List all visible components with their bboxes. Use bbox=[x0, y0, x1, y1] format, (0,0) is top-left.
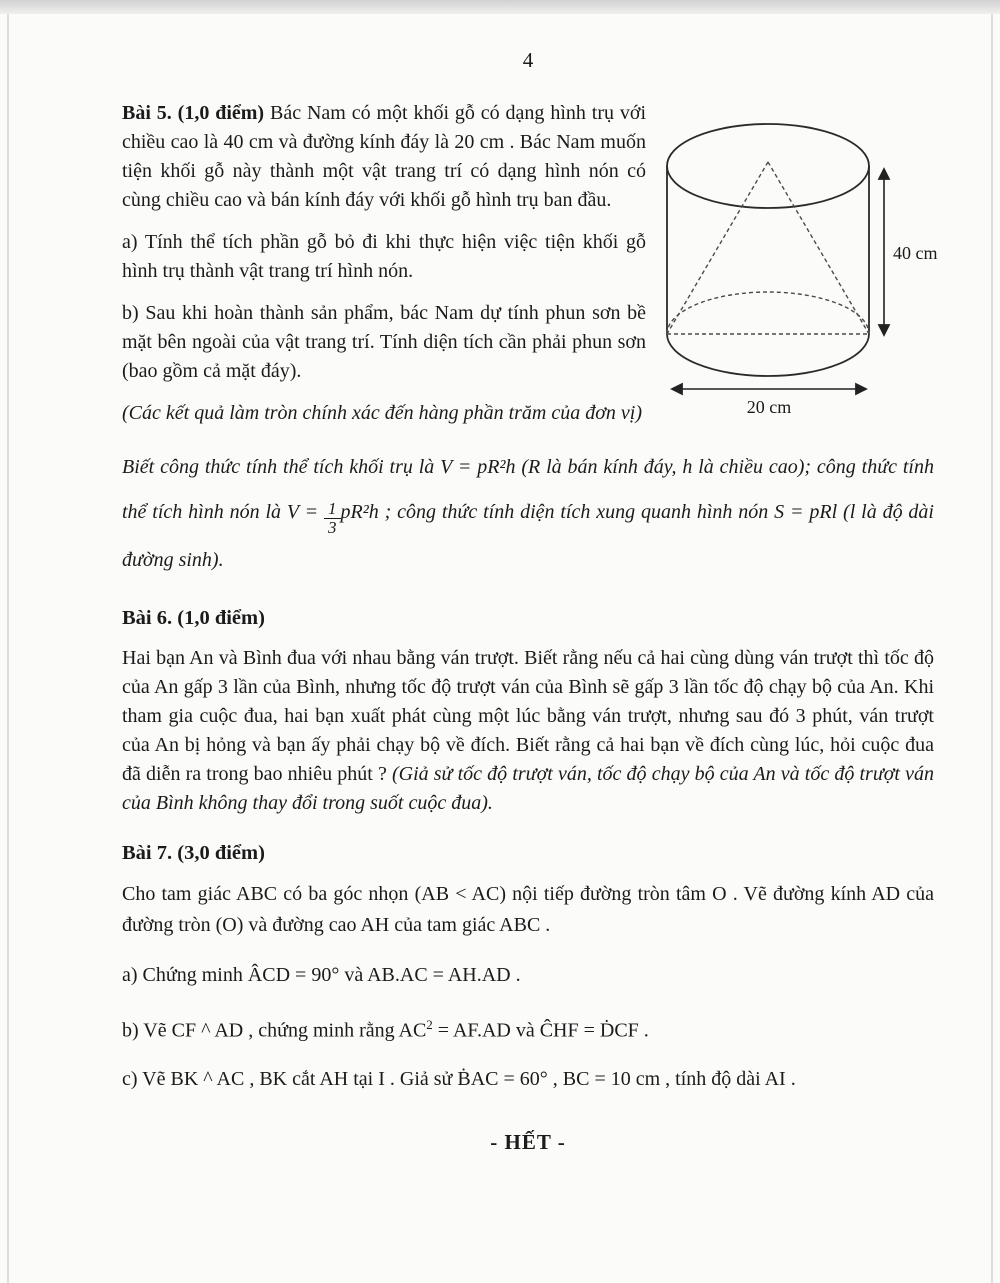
problem-5-formula-note: Biết công thức tính thể tích khối trụ là V = pR²h (R là bán kính đáy, h là chiều cao); công thức tính thể tích hình nón là V = $\frac{1}{3}$ pR²h ; công thức tính diện tích xung quanh hình nón S = pRl (l là độ dài đường sinh). bbox=[122, 456, 934, 571]
scan-top-edge bbox=[0, 0, 1000, 14]
scan-right-edge bbox=[991, 14, 993, 1283]
one-third-fraction: $\frac{1}{3}$ bbox=[324, 500, 341, 538]
problem-5-rounding-note: (Các kết quả làm tròn chính xác đến hàng phần trăm của đơn vị) bbox=[122, 402, 643, 424]
end-of-exam-marker: - HẾT - bbox=[490, 1130, 566, 1155]
cylinder-bottom-back-arc-dashed bbox=[667, 292, 869, 334]
problem-6-assumption-note: (Giả sử tốc độ trượt ván, tốc độ chạy bộ của An và tốc độ trượt ván của Bình không thay đổi trong suốt cuộc đua). bbox=[122, 762, 934, 814]
problem-5-figure-column bbox=[646, 99, 946, 441]
page-content bbox=[122, 48, 938, 1155]
height-dimension-label: 40 cm bbox=[893, 243, 938, 263]
problem-7-intro: Cho tam giác ABC có ba góc nhọn (AB < AC) nội tiếp đường tròn tâm O . Vẽ đường kính AD của đường tròn (O) và đường cao AH của tam giác ABC . bbox=[122, 882, 934, 936]
page-number: 4 bbox=[522, 48, 534, 72]
problem-7-part-c: c) Vẽ BK ^ AC , BK cắt AH tại I . Giả sử ḂAC = 60° , BC = 10 cm , tính độ dài AI . bbox=[122, 1068, 796, 1091]
problem-5-part-a: a) Tính thể tích phần gỗ bỏ đi khi thực hiện việc tiện khối gỗ hình trụ thành vật trang trí hình nón. bbox=[122, 231, 646, 282]
cylinder-top-ellipse bbox=[667, 124, 869, 208]
problem-6-body: Hai bạn An và Bình đua với nhau bằng ván trượt. Biết rằng nếu cả hai cùng dùng ván trượt thì tốc độ của An gấp 3 lần của Bình, nhưng tốc độ trượt ván của Bình sẽ gấp 3 lần tốc độ chạy bộ của An. Khi tham gia cuộc đua, hai bạn xuất phát cùng một lúc bằng ván trượt, nhưng sau đó 3 phút, ván trượt của An bị hỏng và bạn ấy phải chạy bộ về đích. Biết rằng cả hai bạn về đích cùng lúc, hỏi cuộc đua đã diễn ra trong bao nhiêu phút ? (Giả sử tốc độ trượt ván, tốc độ chạy bộ của An và tốc độ trượt ván của Bình không thay đổi trong suốt cuộc đua). bbox=[122, 646, 934, 814]
problem-7-part-b: b) Vẽ CF ^ AD , chứng minh rằng $AC^2 = AF.AD$ và ĈHF = ḊCF . bbox=[122, 1016, 649, 1042]
problem-5-heading: Bài 5. (1,0 điểm) bbox=[122, 102, 265, 124]
squared-exponent: 2 bbox=[426, 1016, 433, 1032]
problem-6-heading: Bài 6. (1,0 điểm) bbox=[122, 606, 265, 629]
cylinder-cone-figure bbox=[646, 117, 946, 419]
scan-left-edge bbox=[7, 14, 9, 1283]
problem-5-section bbox=[122, 99, 938, 441]
diameter-dimension-label: 20 cm bbox=[746, 397, 792, 417]
cylinder-bottom-front-arc bbox=[667, 334, 869, 376]
problem-5-text-column bbox=[122, 99, 646, 441]
problem-7-part-a: a) Chứng minh ÂCD = 90° và AB.AC = AH.AD . bbox=[122, 963, 521, 986]
problem-5-part-b: b) Sau khi hoàn thành sản phẩm, bác Nam dự tính phun sơn bề mặt bên ngoài của vật trang trí. Tính diện tích cần phải phun sơn (bao gồm cả mặt đáy). bbox=[122, 302, 646, 382]
problem-5-intro: Bài 5. (1,0 điểm) Bác Nam có một khối gỗ có dạng hình trụ với chiều cao là 40 cm và đường kính đáy là 20 cm . Bác Nam muốn tiện khối gỗ này thành một vật trang trí có dạng hình nón có cùng chiều cao và bán kính đáy với khối gỗ hình trụ ban đầu. bbox=[122, 102, 646, 211]
problem-7-heading: Bài 7. (3,0 điểm) bbox=[122, 841, 265, 864]
